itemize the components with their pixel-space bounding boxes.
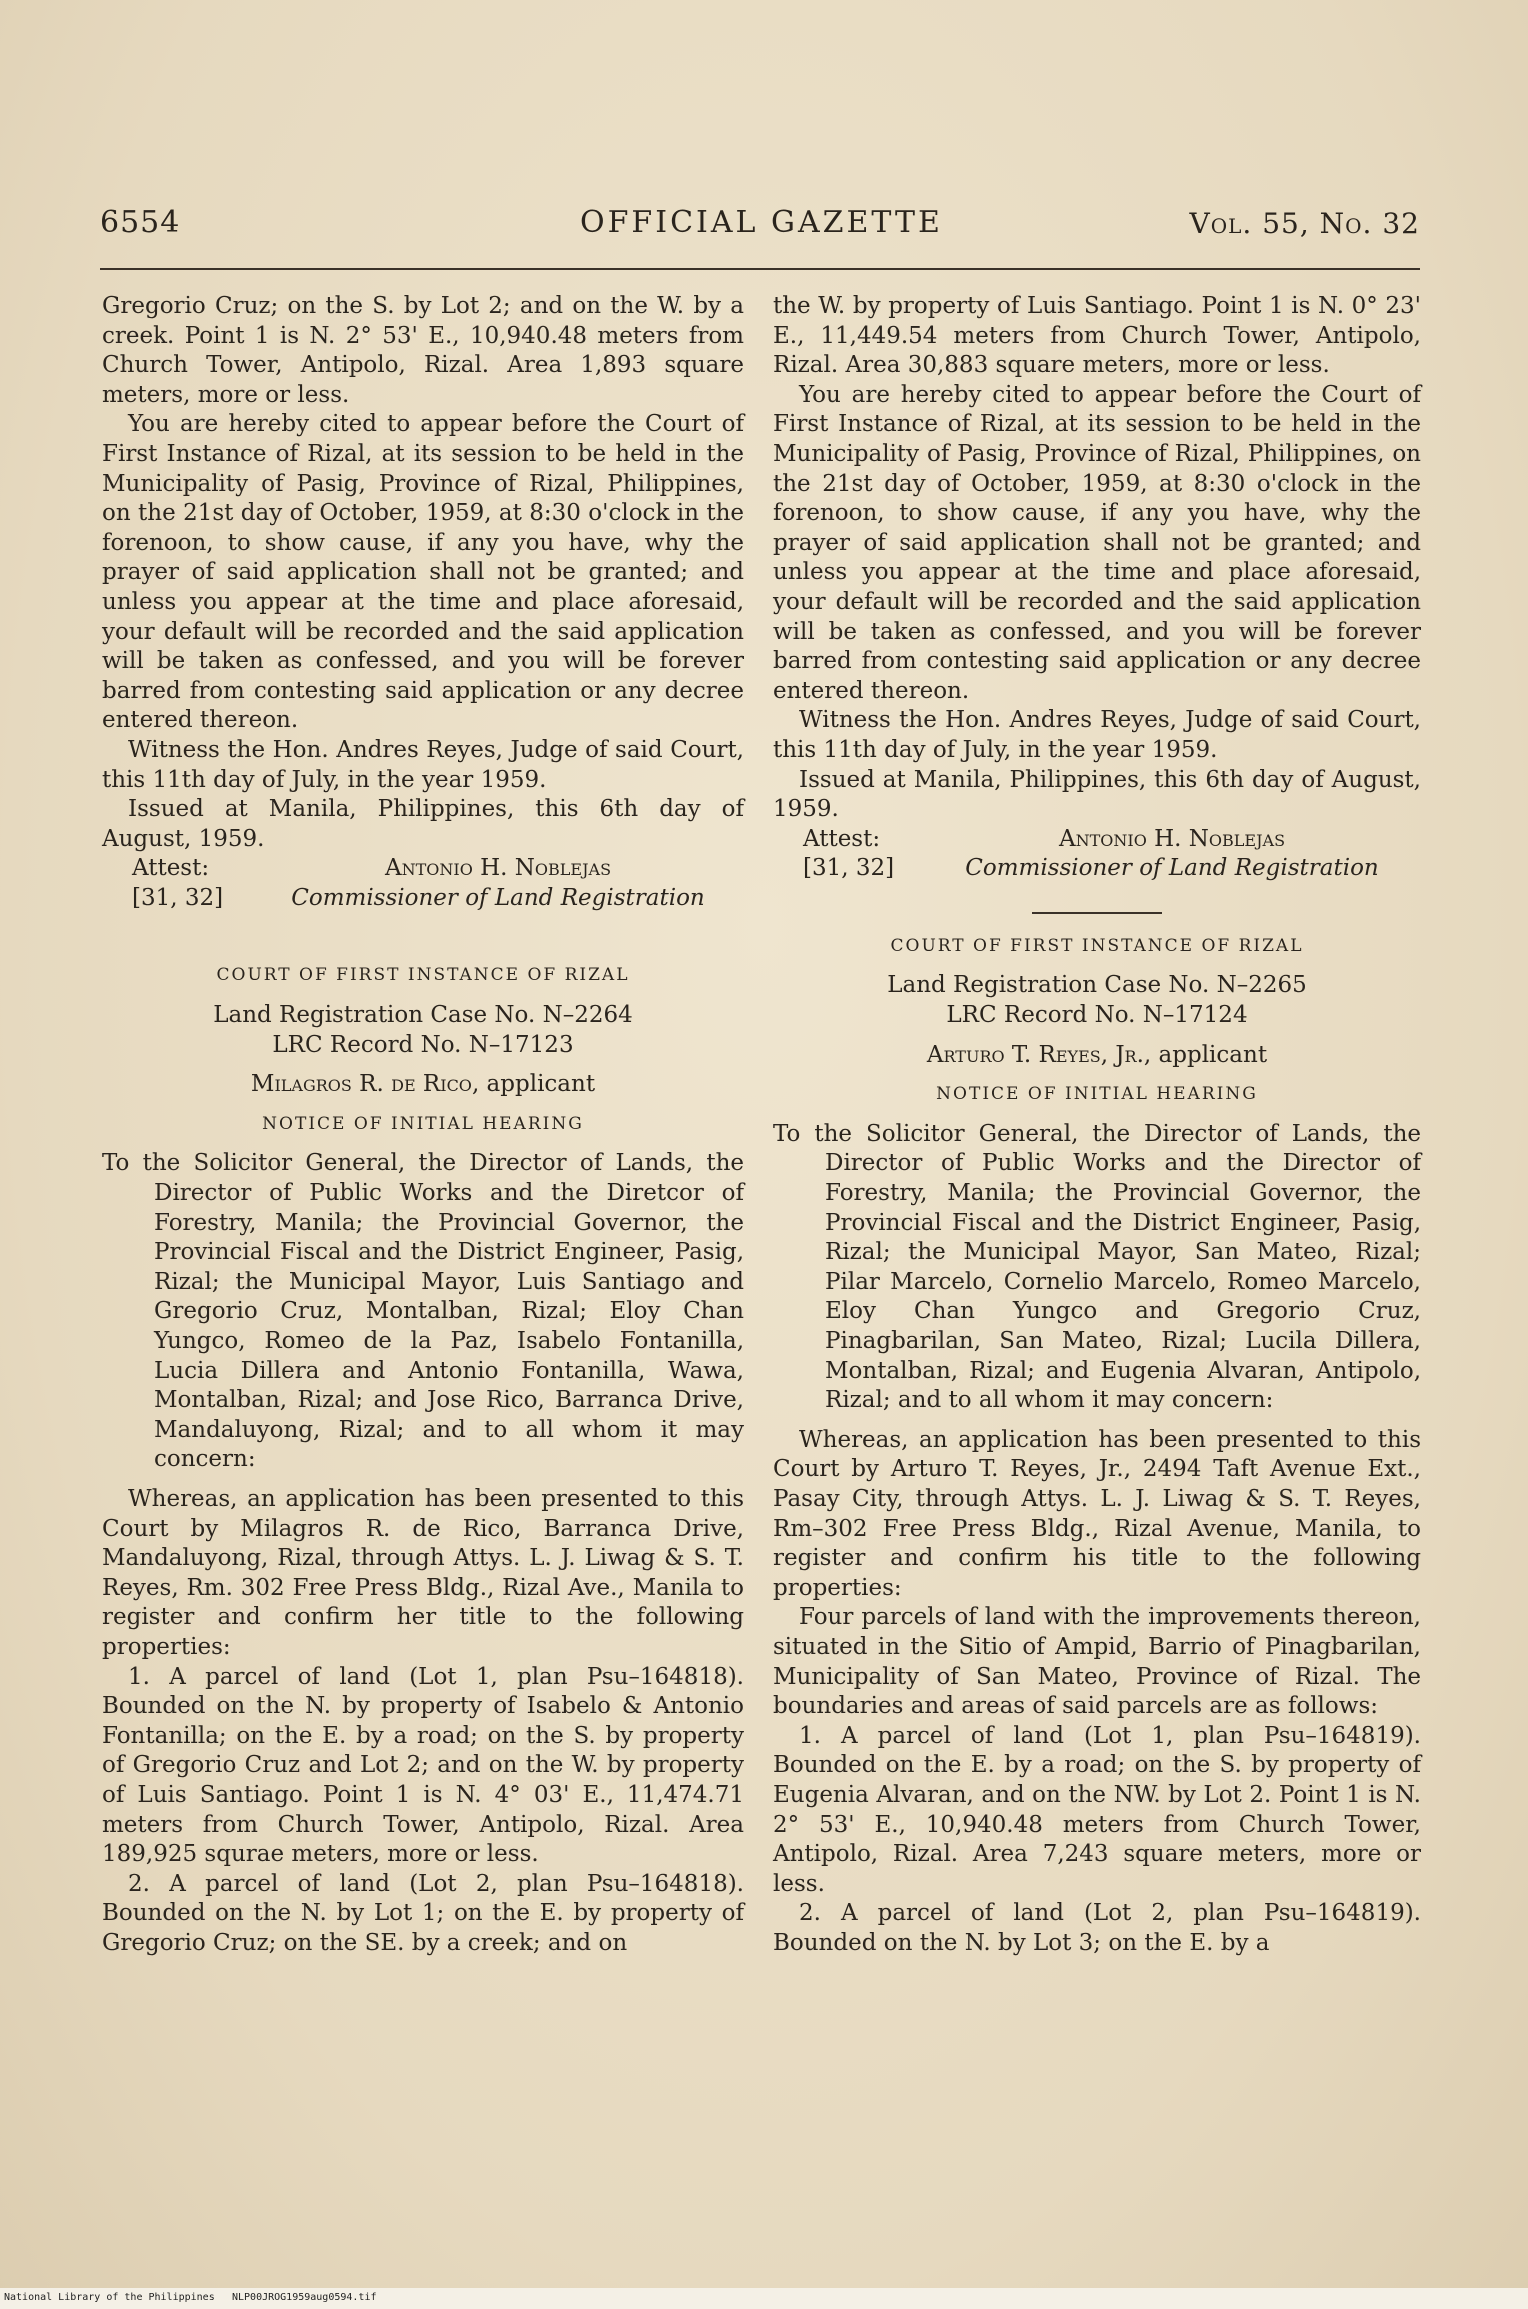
attest-title: Commissioner of Land Registration — [291, 884, 705, 911]
citation-paragraph: You are hereby cited to appear before the Court of First Instance of Rizal, at its session to be held in the Municipality of Pasig, Province of Rizal, Philippines, on the 21st day of October, 1959, at 8:30 o'clock in the forenoon, to show cause, if any you have, why the prayer of said application shall not be granted; and unless you appear at the time and place aforesaid, your default will be recorded and the said application will be taken as confessed, and you will be forever barred from contesting said application or any decree entered thereon. — [102, 411, 744, 734]
scan-footer — [0, 2288, 1528, 2309]
applicant-line — [102, 1070, 744, 1100]
attest-label: Attest: — [803, 825, 881, 852]
applicant-name: Arturo T. Reyes, Jr. — [926, 1041, 1144, 1068]
publication-title: OFFICIAL GAZETTE — [580, 205, 943, 240]
court-heading: COURT OF FIRST INSTANCE OF RIZAL — [890, 935, 1304, 956]
notice-heading: NOTICE OF INITIAL HEARING — [936, 1084, 1258, 1105]
lrc-record-number: LRC Record No. N–17124 — [946, 1002, 1248, 1029]
lrc-record-number: LRC Record No. N–17123 — [272, 1031, 574, 1058]
issued-paragraph: Issued at Manila, Philippines, this 6th day of August, 1959. — [773, 766, 1421, 823]
attest-title: Commissioner of Land Registration — [965, 855, 1379, 882]
continued-paragraph: the W. by property of Luis Santiago. Point 1 is N. 0° 23' E., 11,449.54 meters from Church Tower, Antipolo, Rizal. Area 30,883 square meters, more or less. — [773, 293, 1421, 379]
applicant-suffix: , applicant — [1143, 1041, 1268, 1068]
left-column — [102, 292, 744, 1958]
library-credit: National Library of the Philippines — [4, 2292, 215, 2303]
case-number: Land Registration Case No. N–2264 — [213, 1002, 633, 1029]
section-divider — [1032, 912, 1162, 914]
witness-paragraph: Witness the Hon. Andres Reyes, Judge of said Court, this 11th day of July, in the year 1959. — [773, 707, 1421, 763]
continued-paragraph: Gregorio Cruz; on the S. by Lot 2; and on the W. by a creek. Point 1 is N. 2° 53' E., 10,940.48 meters from Church Tower, Antipolo, Rizal. Area 1,893 square meters, more or less. — [102, 293, 744, 408]
applicant-name: Milagros R. de Rico — [250, 1071, 472, 1098]
whereas-paragraph: Whereas, an application has been presented to this Court by Milagros R. de Rico, Barranca Drive, Mandaluyong, Rizal, through Attys. L. J. Liwag & S. T. Reyes, Rm. 302 Free Press Bldg., Rizal Ave., Manila to register and confirm her title to the following properties: — [102, 1485, 744, 1660]
whereas-paragraph: Whereas, an application has been presented to this Court by Arturo T. Reyes, Jr., 2494 Taft Avenue Ext., Pasay City, through Attys. L. J. Liwag & S. T. Reyes, Rm–302 Free Press Bldg., Rizal Avenue, Manila, to register and confirm his title to the following properties: — [773, 1426, 1421, 1601]
applicant-suffix: , applicant — [471, 1071, 596, 1098]
citation-paragraph: You are hereby cited to appear before the Court of First Instance of Rizal, at its session to be held in the Municipality of Pasig, Province of Rizal, Philippines, on the 21st day of October, 1959, at 8:30 o'clock in the forenoon, to show cause, if any you have, why the prayer of said application shall not be granted; and unless you appear at the time and place aforesaid, your default will be recorded and the said application will be taken as confessed, and you will be forever barred from contesting said application or any decree entered thereon. — [773, 381, 1421, 704]
right-column — [773, 292, 1421, 1958]
lot-1-paragraph: 1. A parcel of land (Lot 1, plan Psu–164818). Bounded on the N. by property of Isabelo & Antonio Fontanilla; on the E. by a road; on the S. by property of Gregorio Cruz and Lot 2; and on the W. by property of Luis Santiago. Point 1 is N. 4° 03' E., 11,474.71 meters from Church Tower, Antipolo, Rizal. Area 189,925 squrae meters, more or less. — [102, 1663, 744, 1868]
court-heading: COURT OF FIRST INSTANCE OF RIZAL — [216, 965, 630, 986]
four-parcels-paragraph: Four parcels of land with the improvements thereon, situated in the Sitio of Ampid, Barrio of Pinagbarilan, Municipality of San Mateo, Province of Rizal. The boundaries and areas of said parcels are as follows: — [773, 1604, 1421, 1720]
case-number: Land Registration Case No. N–2265 — [887, 972, 1307, 999]
scan-filename: NLP00JROG1959aug0594.tif — [232, 2292, 377, 2303]
attest-ref: [31, 32] — [803, 855, 895, 882]
volume-number: Vol. 55, No. 32 — [1189, 207, 1420, 240]
applicant-line — [773, 1041, 1421, 1071]
attest-line — [102, 854, 744, 884]
lot-2-paragraph: 2. A parcel of land (Lot 2, plan Psu–164819). Bounded on the N. by Lot 3; on the E. by a — [773, 1900, 1421, 1956]
lot-2-paragraph: 2. A parcel of land (Lot 2, plan Psu–164818). Bounded on the N. by Lot 1; on the E. by property of Gregorio Cruz; on the SE. by a creek; and on — [102, 1870, 744, 1956]
attest-ref: [31, 32] — [132, 884, 224, 911]
attest-title-line — [102, 884, 744, 914]
witness-paragraph: Witness the Hon. Andres Reyes, Judge of said Court, this 11th day of July, in the year 1959. — [102, 736, 744, 793]
header-rule — [100, 268, 1420, 270]
addressee-paragraph: To the Solicitor General, the Director of Lands, the Director of Public Works and the Director of Forestry, Manila; the Provincial Governor, the Provincial Fiscal and the District Engineer, Pasig, Rizal; the Municipal Mayor, San Mateo, Rizal; Pilar Marcelo, Cornelio Marcelo, Romeo Marcelo, Eloy Chan Yungco and Gregorio Cruz, Pinagbarilan, San Mateo, Rizal; Lucila Dillera, Montalban, Rizal; and Eugenia Alvaran, Antipolo, Rizal; and to all whom it may concern: — [773, 1120, 1421, 1414]
issued-paragraph: Issued at Manila, Philippines, this 6th day of August, 1959. — [102, 796, 744, 852]
attest-name: Antonio H. Noblejas — [1058, 825, 1286, 852]
addressee-paragraph: To the Solicitor General, the Director of Lands, the Director of Public Works and the Diretcor of Forestry, Manila; the Provincial Governor, the Provincial Fiscal and the District Engineer, Pasig, Rizal; the Municipal Mayor, Luis Santiago and Gregorio Cruz, Montalban, Rizal; Eloy Chan Yungco, Romeo de la Paz, Isabelo Fontanilla, Lucia Dillera and Antonio Fontanilla, Wawa, Montalban, Rizal; and Jose Rico, Barranca Drive, Mandaluyong, Rizal; and to all whom it may concern: — [102, 1150, 744, 1473]
attest-name: Antonio H. Noblejas — [384, 855, 612, 882]
attest-label: Attest: — [132, 855, 210, 882]
attest-line — [773, 825, 1421, 855]
lot-1-paragraph: 1. A parcel of land (Lot 1, plan Psu–164819). Bounded on the E. by a road; on the S. by property of Eugenia Alvaran, and on the NW. by Lot 2. Point 1 is N. 2° 53' E., 10,940.48 meters from Church Tower, Antipolo, Rizal. Area 7,243 square meters, more or less. — [773, 1722, 1421, 1897]
notice-heading: NOTICE OF INITIAL HEARING — [262, 1113, 584, 1134]
attest-title-line — [773, 854, 1421, 884]
page-number: 6554 — [100, 205, 181, 240]
page-header — [100, 205, 1420, 255]
